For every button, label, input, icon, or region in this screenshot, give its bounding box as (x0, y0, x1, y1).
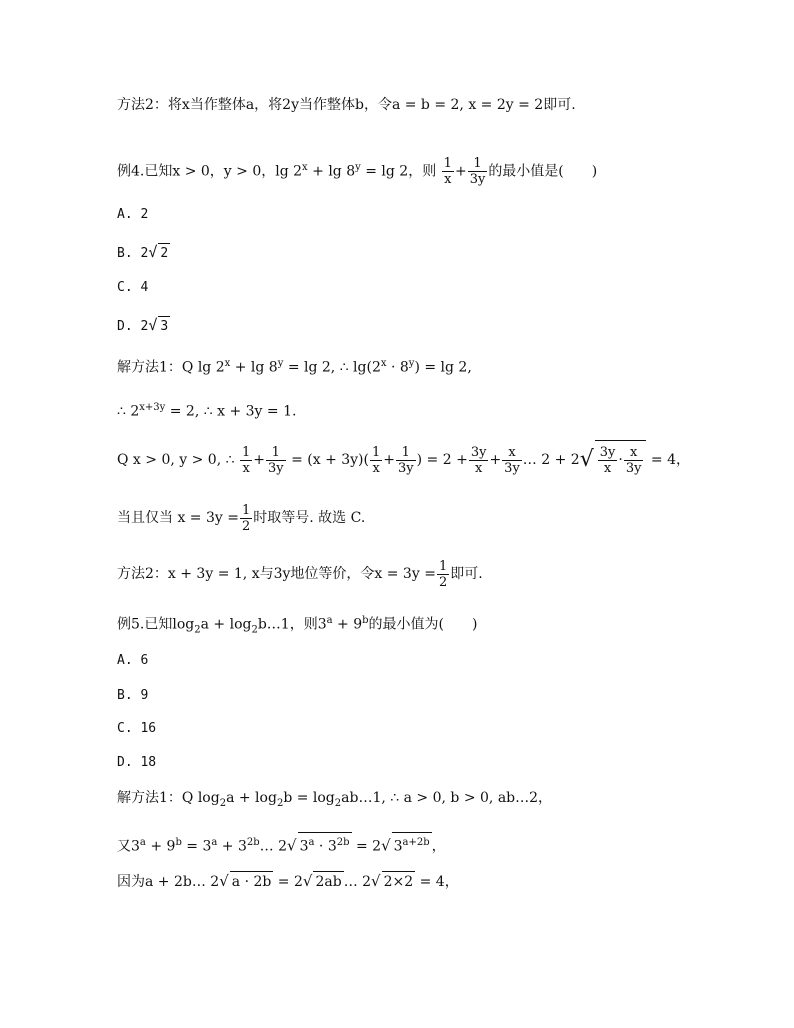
fraction-1-over-x (240, 445, 252, 476)
denominator: x (242, 460, 250, 476)
fraction-half (437, 559, 449, 590)
ex5-text: 例5.已知log (117, 616, 195, 633)
sqrt-term: a · 2b (230, 871, 274, 892)
fraction-x-over-3y (624, 445, 644, 476)
denominator: x (474, 460, 483, 476)
ex4-stem-text: 例4.已知x > 0，y > 0，lg 2 (117, 163, 303, 180)
sup: 2b (336, 837, 350, 848)
sol-text: ) = lg 2, (414, 359, 472, 376)
sup: a (139, 837, 146, 848)
ex4-option-a: A. 2 (117, 207, 149, 222)
denominator: x (372, 460, 380, 476)
fraction-1-over-x (442, 156, 454, 187)
denominator: 3y (469, 172, 486, 188)
denominator: 2 (438, 574, 448, 590)
ex4-option-c: C. 4 (117, 280, 149, 295)
ex4-solution-1 (117, 354, 472, 378)
sol-text: 当且仅当 x = 3y = (117, 510, 239, 526)
sol-text: · 8 (386, 359, 409, 376)
sqrt-term: 2×2 (382, 871, 416, 892)
sol-text: 因为a + 2b… 2 (117, 874, 220, 890)
sol-text: = 3 (181, 838, 212, 855)
sol-text: = 4， (646, 452, 690, 468)
denominator: 2 (241, 518, 251, 534)
sol-text: 即可. (450, 566, 483, 582)
ex4-stem-text2: + lg 8 (307, 163, 356, 180)
sol-text: = 2, ∴ x + 3y = 1. (165, 403, 297, 420)
sol-text: + 9 (145, 838, 176, 855)
method2-line (117, 95, 576, 115)
sub: 2 (334, 797, 342, 809)
sol-text: … 2 (259, 838, 288, 855)
numerator: x (502, 445, 522, 461)
sup: x+3y (139, 402, 166, 413)
sol-text: 解方法1：Q log (117, 790, 220, 806)
fraction-1-over-x (370, 445, 382, 476)
method2-text: x当作整体a，将2y当作整体b，令a = b = 2, x = 2y = 2即可. (181, 97, 576, 113)
sqrt-term: 2ab (313, 871, 343, 892)
sol-text: 方法2：x + 3y = 1, x与3y地位等价，令x = 3y = (117, 566, 436, 582)
fraction-1-over-3y (396, 445, 416, 476)
numerator: 1 (241, 502, 251, 518)
denominator: 3y (504, 460, 520, 476)
fraction-1-over-3y (468, 156, 488, 187)
sol-text: 解方法1：Q lg 2 (117, 359, 225, 376)
ex4-solution-3: Q x > 0, y > 0, ∴ $\frac{1}{x}$ + $\frac{1}{3y}$ = (x + 3y)( $\frac{1}{x}$ + $\frac{1}{3y}$ ) = 2 + $\frac{3y}{x}$ + $\frac{x}{3y}$ … 2 + 2√ $\frac{3y}{x}$ · $\frac{x}{3y}$ = 4， (117, 440, 690, 479)
numerator: 3y (599, 444, 616, 460)
option-d-radicand: 3 (158, 316, 170, 337)
ex5-option-b: B. 9 (117, 688, 149, 703)
base: 3 (393, 838, 403, 855)
ex5-solution-3: 因为a + 2b… 2√ a · 2b = 2√ 2ab … 2√ 2×2 = 4， (117, 872, 459, 890)
numerator: 1 (438, 558, 448, 574)
sol-text: … 2 + 2 (522, 452, 580, 468)
numerator: x (624, 445, 644, 461)
sup: y (408, 358, 415, 369)
denominator: 3y (625, 460, 642, 476)
numerator: 3y (470, 444, 487, 460)
sqrt-term (298, 832, 352, 857)
ex4-exp-x: x (302, 162, 308, 173)
ex4-option-b: B. 2√ 2 (117, 242, 170, 264)
sol-text: = 2 (273, 874, 303, 890)
ex5-option-c: C. 16 (117, 721, 157, 736)
fraction-half (240, 503, 252, 534)
sol-text: 又3 (117, 838, 140, 855)
fraction-1-over-3y (266, 445, 286, 476)
base: 3 (299, 838, 309, 855)
numerator: 1 (266, 445, 286, 461)
sub: 2 (194, 624, 201, 636)
sol-text: b = log (283, 790, 335, 806)
sol-text: = lg 2, ∴ lg(2 (283, 359, 381, 376)
fraction-x-over-3y (502, 445, 522, 476)
numerator: 1 (371, 444, 381, 460)
sup: a (308, 837, 315, 848)
denominator: x (603, 460, 612, 476)
denominator: x (444, 172, 452, 188)
numerator: 1 (396, 445, 416, 461)
ex5-solution-1 (117, 788, 552, 814)
denominator: 3y (268, 460, 284, 476)
ex4-option-d: D. 2√ 3 (117, 315, 170, 337)
sol-text: ab…1, ∴ a > 0, b > 0, ab…2， (341, 790, 553, 806)
ex4-stem-tail: 的最小值是( ) (488, 163, 598, 180)
sup: x (224, 358, 231, 369)
ex5-text: + 9 (332, 616, 363, 633)
ex5-option-a: A. 6 (117, 653, 149, 668)
sol-text: a + log (226, 790, 277, 806)
sol-text: … 2 (343, 874, 372, 890)
ex4-solution-2 (117, 398, 296, 422)
ex5-solution-2: 又$3^a + 9^b = 3^a$ + $3^{2b}\dots$ 2√ $3^a \cdot 3^{2b} = 2√$ $3^{a+2b}$ ， (117, 832, 446, 857)
sol-text: ， (431, 838, 446, 855)
sol-text: · 3 (314, 838, 337, 855)
ex4-exp-y: y (355, 162, 361, 173)
fraction-3y-over-x (598, 445, 618, 476)
sub: 2 (276, 797, 284, 809)
example4-stem (117, 150, 597, 190)
ex4-solution-4 (117, 500, 365, 536)
ex5-text: 的最小值为( ) (368, 616, 478, 633)
sol-text: + lg 8 (230, 359, 278, 376)
fraction-3y-over-x (469, 445, 489, 476)
ex5-text: a + log (200, 616, 252, 633)
numerator: 1 (468, 156, 488, 172)
plus-sign: + (454, 163, 467, 180)
option-b-coef: B. 2 (117, 246, 149, 261)
sol-text: + 3 (217, 838, 247, 855)
sol-text: 时取等号. 故选 C. (253, 510, 366, 526)
ex4-stem-text3: = lg 2，则 (360, 163, 437, 180)
sup: b (175, 837, 182, 848)
sub: 2 (251, 624, 258, 636)
denominator: 3y (398, 460, 414, 476)
numerator: 1 (241, 444, 251, 460)
option-b-radicand: 2 (158, 243, 170, 264)
sol-text: = (x + 3y)( (286, 452, 369, 468)
sup: a (211, 837, 218, 848)
sub: 2 (219, 797, 227, 809)
sol-text: ∴ 2 (117, 403, 140, 420)
sup: 2b (246, 837, 260, 848)
sol-text: = 2 (351, 838, 382, 855)
numerator: 1 (443, 156, 452, 172)
ex4-method-2 (117, 556, 483, 592)
sqrt-term (392, 832, 432, 857)
sup: x (380, 358, 387, 369)
ex5-text: b…1，则3 (257, 616, 327, 633)
sup: y (277, 358, 284, 369)
sup: b (362, 615, 369, 626)
sup: a+2b (402, 837, 430, 848)
sup: a (326, 615, 333, 626)
option-d-coef: D. 2 (117, 319, 149, 334)
ex5-option-d: D. 18 (117, 755, 157, 770)
sol-text: Q x > 0, y > 0, ∴ (117, 452, 235, 468)
sqrt-product: $\frac{3y}{x}$ · $\frac{x}{3y}$ (595, 440, 647, 479)
example5-stem (117, 611, 477, 640)
method2-prefix: 方法2：将 (117, 97, 182, 113)
sol-text: ) = 2 + (416, 452, 468, 468)
sol-text: = 4， (415, 874, 459, 890)
